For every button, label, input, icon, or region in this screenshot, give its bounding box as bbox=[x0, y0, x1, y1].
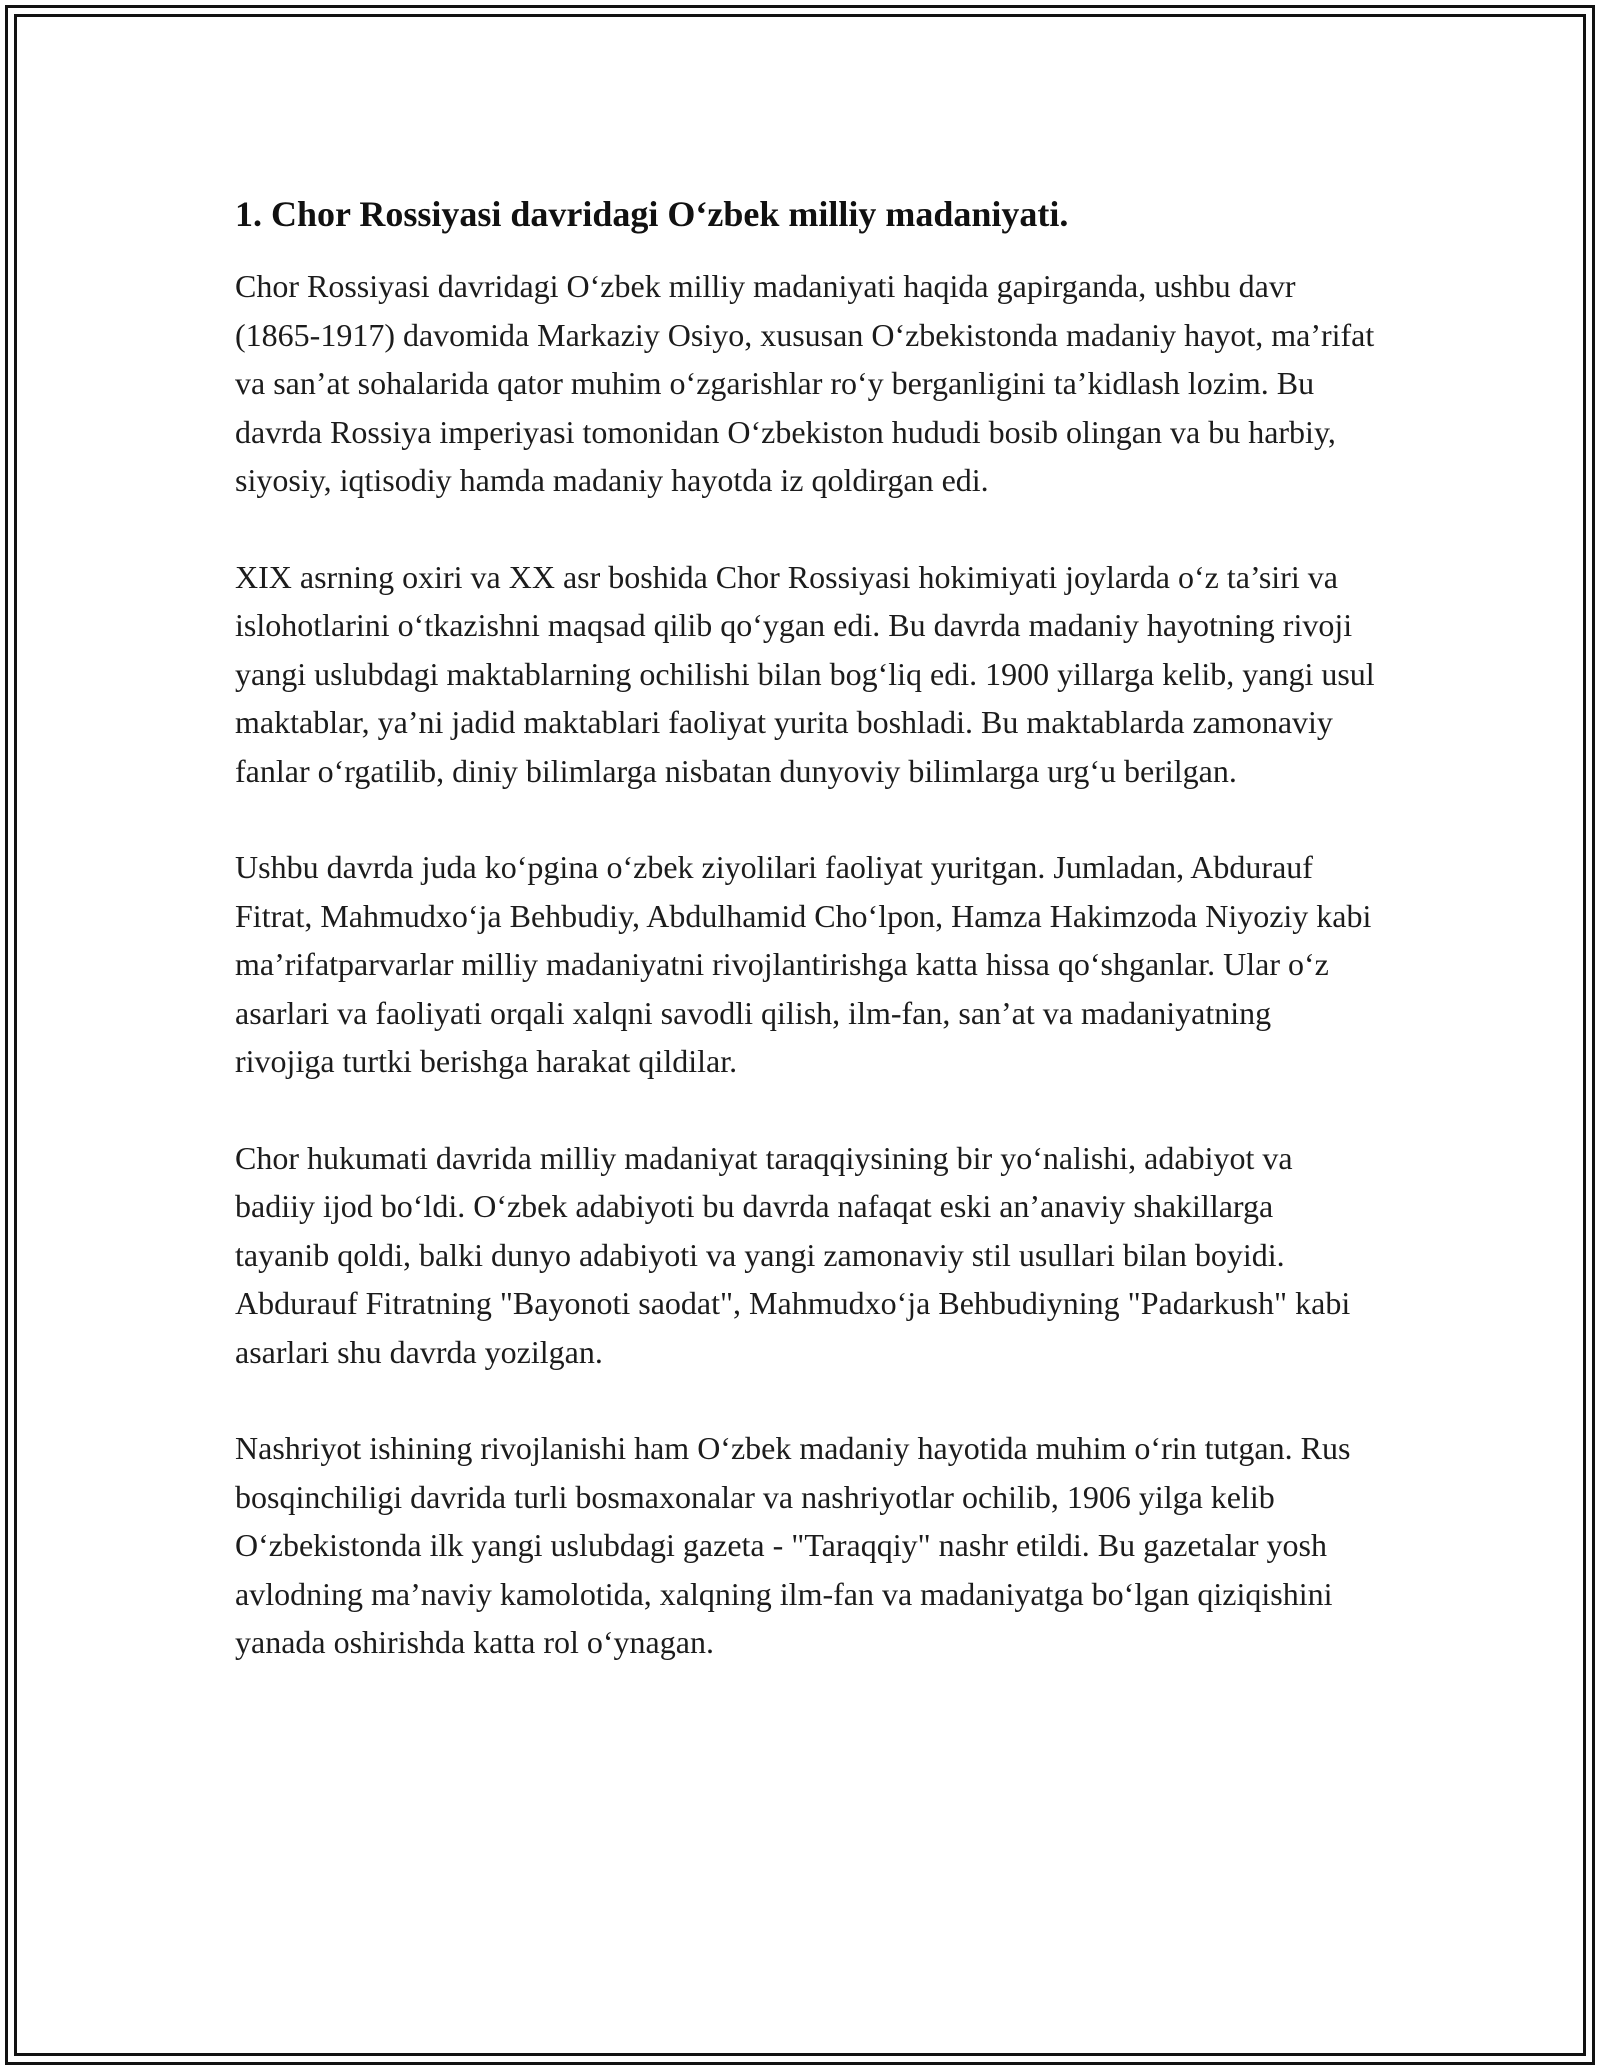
paragraph-5: Nashriyot ishining rivojlanishi ham O‘zbek madaniy hayotida muhim o‘rin tutgan. Rus bosqinchiligi davrida turli bosmaxonalar va nashriyotlar ochilib, 1906 yilga kelib O‘zbekistonda ilk yangi uslubdagi gazeta - "Taraqqiy" nashr etildi. Bu gazetalar yosh avlodning ma’naviy kamolotida, xalqning ilm-fan va madaniyatga bo‘lgan qiziqishini yanada oshirishda katta rol o‘ynagan. bbox=[235, 1430, 1351, 1660]
document-title: 1. Chor Rossiyasi davridagi O‘zbek milliy madaniyati. bbox=[235, 194, 1069, 234]
paragraph-2: XIX asrning oxiri va XX asr boshida Chor Rossiyasi hokimiyati joylarda o‘z ta’siri va islohotlarini o‘tkazishni maqsad qilib qo‘ygan edi. Bu davrda madaniy hayotning rivoji yangi uslubdagi maktablarning ochilishi bilan bog‘liq edi. 1900 yillarga kelib, yangi usul maktablar, ya’ni jadid maktablari faoliyat yurita boshladi. Bu maktablarda zamonaviy fanlar o‘rgatilib, diniy bilimlarga nisbatan dunyoviy bilimlarga urg‘u berilgan. bbox=[235, 558, 1375, 789]
paragraph-1: Chor Rossiyasi davridagi O‘zbek milliy madaniyati haqida gapirganda, ushbu davr (1865-1917) davomida Markaziy Osiyo, xususan O‘zbekistonda madaniy hayot, ma’rifat va san’at sohalarida qator muhim o‘zgarishlar ro‘y berganligini ta’kidlash lozim. Bu davrda Rossiya imperiyasi tomonidan O‘zbekiston hududi bosib olingan va bu harbiy, siyosiy, iqtisodiy hamda madaniy hayotda iz qoldirgan edi. bbox=[235, 268, 1375, 498]
paragraph-3: Ushbu davrda juda ko‘pgina o‘zbek ziyolilari faoliyat yuritgan. Jumladan, Abdurauf Fitrat, Mahmudxo‘ja Behbudiy, Abdulhamid Cho‘lpon, Hamza Hakimzoda Niyoziy kabi ma’rifatparvarlar milliy madaniyatni rivojlantirishga katta hissa qo‘shganlar. Ular o‘z asarlari va faoliyati orqali xalqni savodli qilish, ilm-fan, san’at va madaniyatning rivojiga turtki berishga harakat qildilar. bbox=[235, 849, 1372, 1079]
document-body bbox=[235, 188, 1375, 1715]
paragraph-4: Chor hukumati davrida milliy madaniyat taraqqiysining bir yo‘nalishi, adabiyot va badiiy ijod bo‘ldi. O‘zbek adabiyoti bu davrda nafaqat eski an’anaviy shakillarga tayanib qoldi, balki dunyo adabiyoti va yangi zamonaviy stil usullari bilan boyidi. Abdurauf Fitratning "Bayonoti saodat", Mahmudxo‘ja Behbudiyning "Padarkush" kabi asarlari shu davrda yozilgan. bbox=[235, 1139, 1351, 1370]
